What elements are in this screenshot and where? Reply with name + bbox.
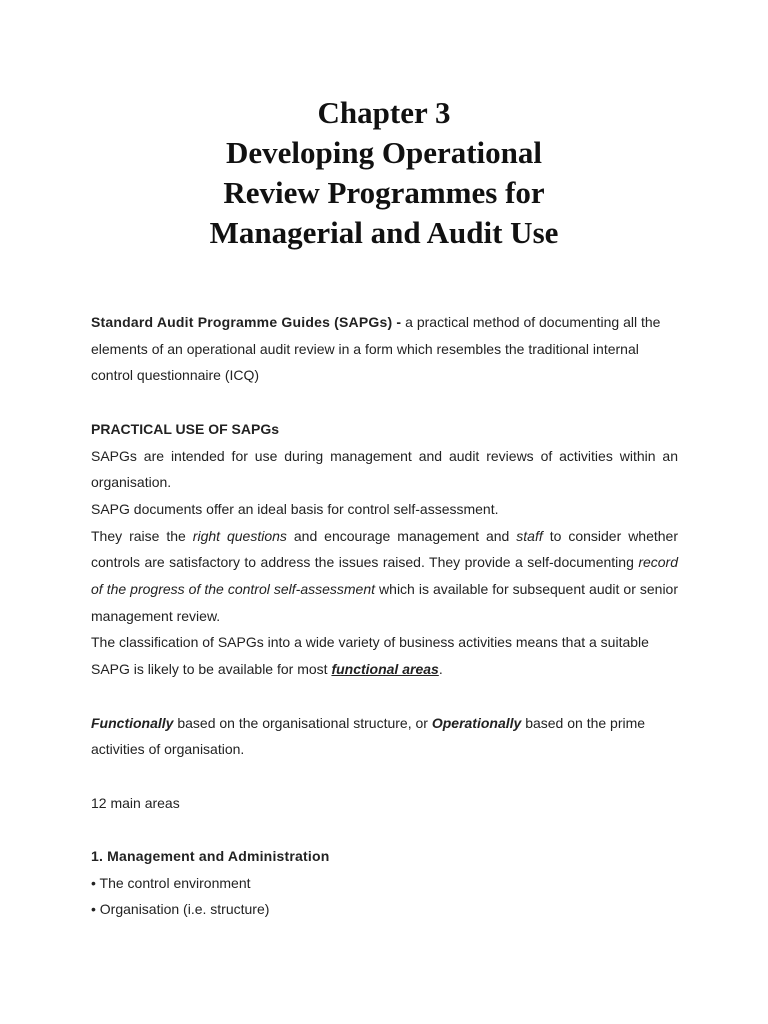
chapter-title <box>0 93 768 253</box>
practical-use-heading: PRACTICAL USE OF SAPGs <box>91 420 279 437</box>
section-1-heading: 1. Management and Administration <box>91 848 330 864</box>
text-run: based on the prime activities of organisation. <box>91 714 646 758</box>
text-run: which is available for subsequent audit or senior management review. <box>91 581 679 624</box>
list-item: • The control environment <box>91 874 251 891</box>
list-item: • Organisation (i.e. structure) <box>91 901 270 918</box>
emphasis-staff: staff <box>516 527 543 544</box>
chapter-title-line-2: Review Programmes for <box>223 175 545 210</box>
text-run: They raise the <box>91 527 193 544</box>
emphasis-right-questions: right questions <box>192 527 287 544</box>
text-run: and encourage management and <box>286 527 517 544</box>
sapg-term: Standard Audit Programme Guides (SAPGs) - <box>91 314 402 330</box>
emphasis-functionally: Functionally <box>91 714 174 731</box>
functional-operational-paragraph <box>91 710 678 763</box>
main-areas-label: 12 main areas <box>91 794 180 811</box>
text-run: The classification of SAPGs into a wide variety of business activities means that a suitable SAPG is likely to be available for most <box>91 634 649 678</box>
emphasis-operationally: Operationally <box>431 714 522 731</box>
practical-paragraph-2: SAPG documents offer an ideal basis for control self-assessment. <box>91 500 499 517</box>
spacer <box>91 763 678 790</box>
chapter-number: Chapter 3 <box>317 95 451 130</box>
sapg-definition-text: a practical method of documenting all the elements of an operational audit review in a form which resembles the traditional internal control questionnaire (ICQ) <box>91 314 661 384</box>
spacer <box>91 816 678 843</box>
document-body <box>91 309 678 923</box>
emphasis-record-progress: record of the progress of the control self-assessment <box>91 554 678 598</box>
text-run: . <box>438 661 443 678</box>
practical-paragraph-4 <box>91 629 678 682</box>
spacer <box>91 389 678 416</box>
chapter-title-line-1: Developing Operational <box>225 135 543 170</box>
spacer <box>91 683 678 710</box>
practical-paragraph-3 <box>91 523 678 630</box>
practical-paragraph-1: SAPGs are intended for use during management and audit reviews of activities within an organisation. <box>91 447 678 491</box>
chapter-title-line-3: Managerial and Audit Use <box>209 215 559 250</box>
emphasis-functional-areas: functional areas <box>331 661 439 678</box>
sapg-definition <box>91 309 678 389</box>
text-run: to consider whether controls are satisfactory to address the issues raised. They provide a self-documenting <box>91 527 679 571</box>
text-run: based on the organisational structure, or <box>173 714 432 731</box>
